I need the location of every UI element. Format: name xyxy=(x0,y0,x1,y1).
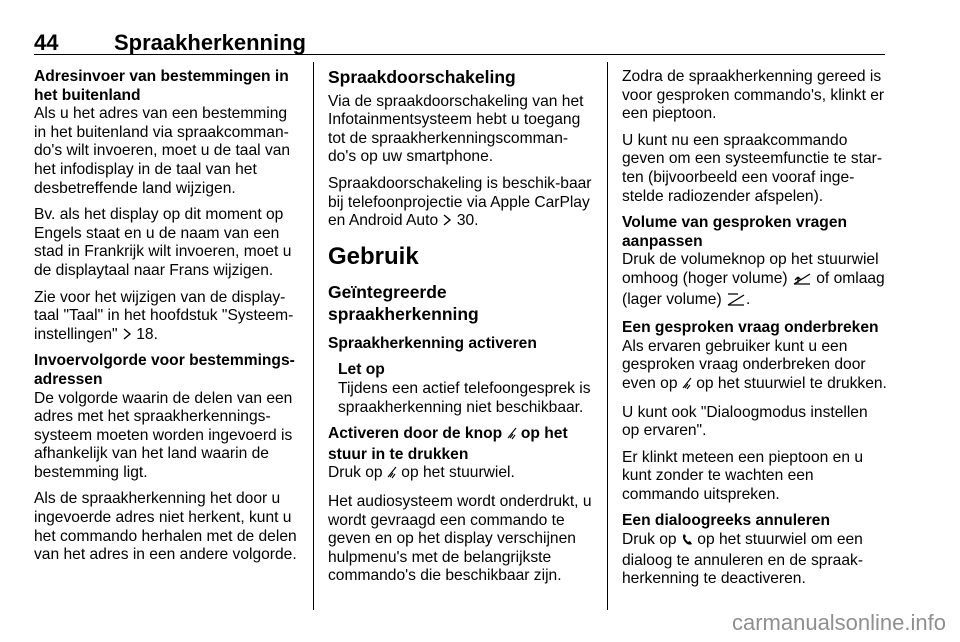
volume-up-icon xyxy=(792,271,812,291)
section-title-text: Activeren door de knop xyxy=(328,425,503,443)
paragraph-text: Druk op xyxy=(328,464,383,482)
hang-up-icon xyxy=(681,533,693,552)
paragraph: Bv. als het display op dit moment op Engels staat en u de naam van een stad in Frankrijk wilt invoeren, moet u de displaytaal naar Frans wijzigen. xyxy=(34,206,292,279)
voice-button-icon xyxy=(682,377,692,396)
voice-button-icon xyxy=(387,466,397,485)
paragraph-text: op het stuurwiel. xyxy=(401,464,515,482)
page-reference[interactable]: 18. xyxy=(136,325,158,343)
paragraph: Zodra de spraakherkenning gereed is voor gesproken commando's, klinkt er een pieptoon. xyxy=(622,68,885,123)
section-title: Een dialoogreeks annuleren xyxy=(622,512,830,530)
paragraph: U kunt ook "Dialoogmodus instellen op ervaren". xyxy=(622,403,868,440)
paragraph xyxy=(34,289,300,345)
page-number: 44 xyxy=(34,30,59,55)
column-3 xyxy=(622,68,888,597)
paragraph-text: . xyxy=(746,290,751,308)
sub-heading: Geïntegreerde spraakherkenning xyxy=(328,281,479,324)
note-box xyxy=(338,361,594,417)
column-divider xyxy=(607,62,608,610)
watermark: carmanualsonline.info xyxy=(731,610,946,635)
paragraph: Als u het adres van een bestemming in het buitenland via spraakcomman-do's wilt invoeren, moet u de taal van het infodisplay in de taal van het desbetreffende land wijzigen. xyxy=(34,105,291,197)
paragraph-text: op het stuurwiel om een dialoog te annuleren en de spraak-herkenning te deactiveren. xyxy=(622,531,864,588)
paragraph: Als de spraakherkenning het door u ingevoerde adres niet herkent, kunt u het commando herhalen met de delen van het adres in een andere volgorde. xyxy=(34,490,297,564)
page-header xyxy=(34,30,885,56)
paragraph xyxy=(328,464,594,485)
section-title xyxy=(328,425,594,464)
note-text: Tijdens een actief telefoongesprek is spraakherkenning niet beschikbaar. xyxy=(338,379,591,416)
paragraph xyxy=(622,251,888,311)
paragraph-text: Druk op xyxy=(622,531,677,549)
section-title: Een gesproken vraag onderbreken xyxy=(622,319,879,337)
paragraph-text: Zie voor het wijzigen van de display-taal "Taal" in het hoofdstuk "Systeem-instellingen" xyxy=(34,288,294,343)
paragraph-text: Als ervaren gebruiker kunt u een gesproken vraag onderbreken door even op xyxy=(622,337,866,392)
column-1 xyxy=(34,68,300,573)
header-rule xyxy=(34,54,885,55)
paragraph xyxy=(328,175,594,231)
paragraph: Via de spraakdoorschakeling van het Infotainmentsysteem hebt u toegang tot de spraakherkenningscomman-do's op uw smartphone. xyxy=(328,92,584,166)
paragraph: U kunt nu een spraakcommando geven om een systeemfunctie te star-ten (bijvoorbeeld een vooraf inge-stelde radiozender afspelen). xyxy=(622,131,883,205)
paragraph xyxy=(622,338,888,396)
note-title: Let op xyxy=(338,361,385,379)
page-reference-icon xyxy=(122,327,132,341)
paragraph-text: of omlaag (lager volume) xyxy=(622,269,885,308)
column-divider xyxy=(313,62,314,610)
paragraph-text: Druk de volumeknop op het stuurwiel omhoog (hoger volume) xyxy=(622,251,879,287)
section-title: Volume van gesproken vragen aanpassen xyxy=(622,214,848,250)
section-title-text: op het stuur in te drukken xyxy=(328,425,568,463)
main-heading: Gebruik xyxy=(328,242,419,270)
voice-button-icon xyxy=(507,427,517,446)
column-2 xyxy=(328,68,594,594)
section-title: Adresinvoer van bestemmingen in het buitenland xyxy=(34,68,289,104)
section-heading: Spraakdoorschakeling xyxy=(328,67,516,87)
paragraph: Er klinkt meteen een pieptoon en u kunt zonder te wachten een commando uitspreken. xyxy=(622,448,863,503)
paragraph-text: op het stuurwiel te drukken. xyxy=(696,374,887,392)
paragraph: Het audiosysteem wordt onderdrukt, u wordt gevraagd een commando te geven en op het display verschijnen hulpmenu's met de belangrijkste commando's die beschikbaar zijn. xyxy=(328,492,592,585)
chapter-title: Spraakherkenning xyxy=(114,30,306,55)
section-title: Invoervolgorde voor bestemmings-adressen xyxy=(34,352,295,388)
page-reference-icon xyxy=(442,213,452,227)
page-reference[interactable]: 30. xyxy=(456,212,479,230)
paragraph-text: Spraakdoorschakeling is beschik-baar bij telefoonprojectie via Apple CarPlay en Android Auto xyxy=(328,174,592,230)
paragraph xyxy=(622,531,888,589)
paragraph: De volgorde waarin de delen van een adres met het spraakherkennings-systeem moeten worden ingevoerd is afhankelijk van het land waarin de bestemming ligt. xyxy=(34,389,293,481)
section-title: Spraakherkenning activeren xyxy=(328,334,537,352)
volume-down-icon xyxy=(726,292,746,312)
